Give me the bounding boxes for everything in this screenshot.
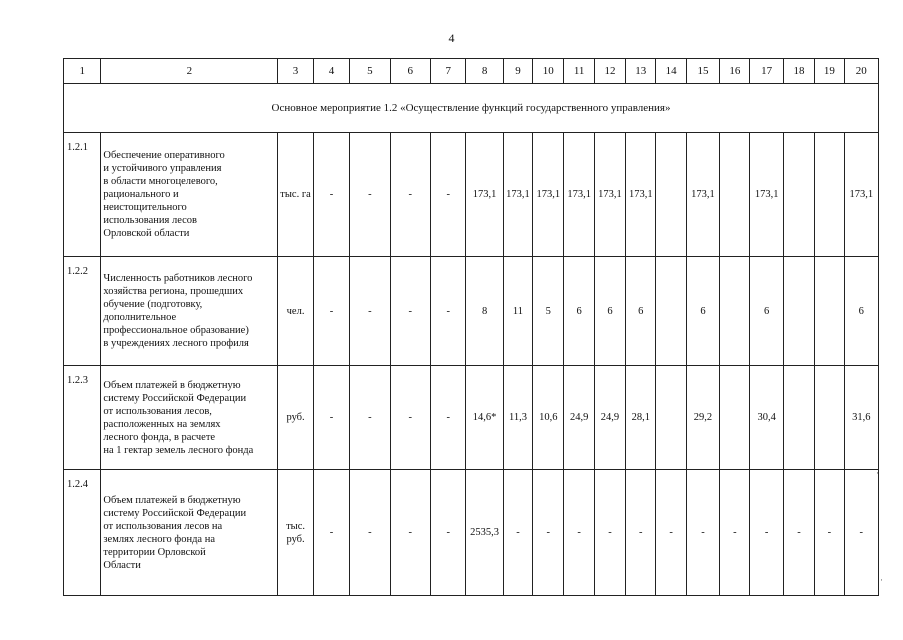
row-code: 1.2.2	[64, 257, 101, 366]
value-cell: 5	[533, 257, 564, 366]
table-row	[64, 257, 879, 366]
row-code: 1.2.4	[64, 470, 101, 596]
value-cell: 8	[466, 257, 503, 366]
value-cell: -	[503, 470, 532, 596]
value-cell: -	[390, 366, 430, 470]
value-cell	[783, 133, 814, 257]
value-cell: -	[815, 470, 844, 596]
value-cell: 173,1	[844, 133, 879, 257]
header-cell: 17	[750, 59, 783, 84]
value-cell: 30,4	[750, 366, 783, 470]
row-unit: руб.	[278, 366, 313, 470]
value-cell: -	[431, 257, 466, 366]
scan-mark: ·	[876, 468, 879, 478]
value-cell: 173,1	[750, 133, 783, 257]
scan-mark: ·	[880, 575, 883, 585]
value-cell: 6	[594, 257, 625, 366]
value-cell: -	[390, 470, 430, 596]
row-description: Обеспечение оперативного и устойчивого управления в области многоцелевого, рационального и неистощительного использования лесов Орловской области	[101, 133, 278, 257]
value-cell: 173,1	[466, 133, 503, 257]
value-cell: -	[656, 470, 686, 596]
value-cell: -	[350, 133, 390, 257]
value-cell: 173,1	[594, 133, 625, 257]
row-code: 1.2.1	[64, 133, 101, 257]
row-code: 1.2.3	[64, 366, 101, 470]
value-cell: 173,1	[564, 133, 594, 257]
row-unit: тыс. руб.	[278, 470, 313, 596]
header-cell: 18	[783, 59, 814, 84]
value-cell	[720, 257, 750, 366]
value-cell: 31,6	[844, 366, 879, 470]
header-cell: 16	[720, 59, 750, 84]
header-cell: 20	[844, 59, 879, 84]
value-cell: 14,6*	[466, 366, 503, 470]
value-cell: -	[564, 470, 594, 596]
value-cell	[815, 133, 844, 257]
value-cell: -	[390, 133, 430, 257]
value-cell: 173,1	[503, 133, 532, 257]
header-cell: 19	[815, 59, 844, 84]
row-unit: тыс. га	[278, 133, 313, 257]
value-cell: 6	[686, 257, 719, 366]
value-cell: 173,1	[533, 133, 564, 257]
value-cell	[656, 257, 686, 366]
value-cell: 6	[626, 257, 656, 366]
value-cell: -	[350, 366, 390, 470]
value-cell: -	[750, 470, 783, 596]
value-cell: -	[783, 470, 814, 596]
header-cell: 12	[594, 59, 625, 84]
value-cell: -	[626, 470, 656, 596]
header-cell: 9	[503, 59, 532, 84]
value-cell	[656, 366, 686, 470]
table-row	[64, 133, 879, 257]
value-cell: -	[313, 366, 349, 470]
value-cell: -	[313, 257, 349, 366]
value-cell: -	[686, 470, 719, 596]
table-header-row	[64, 59, 879, 84]
value-cell	[720, 133, 750, 257]
row-description: Объем платежей в бюджетную систему Российской Федерации от использования лесов на землях лесного фонда на территории Орловской Области	[101, 470, 278, 596]
value-cell: 24,9	[594, 366, 625, 470]
value-cell: -	[431, 366, 466, 470]
row-description: Объем платежей в бюджетную систему Российской Федерации от использования лесов, расположенных на землях лесного фонда, в расчете на 1 гектар земель лесного фонда	[101, 366, 278, 470]
value-cell: 2535,3	[466, 470, 503, 596]
value-cell: -	[533, 470, 564, 596]
value-cell	[783, 257, 814, 366]
value-cell	[815, 257, 844, 366]
header-cell: 15	[686, 59, 719, 84]
value-cell: 29,2	[686, 366, 719, 470]
header-cell: 3	[278, 59, 313, 84]
value-cell	[815, 366, 844, 470]
value-cell: 10,6	[533, 366, 564, 470]
value-cell: 6	[844, 257, 879, 366]
value-cell: -	[313, 470, 349, 596]
value-cell: 173,1	[686, 133, 719, 257]
header-cell: 4	[313, 59, 349, 84]
table-row	[64, 470, 879, 596]
row-unit: чел.	[278, 257, 313, 366]
header-cell: 10	[533, 59, 564, 84]
value-cell: 28,1	[626, 366, 656, 470]
row-description: Численность работников лесного хозяйства региона, прошедших обучение (подготовку, дополнительное профессиональное образование) в учреждениях лесного профиля	[101, 257, 278, 366]
value-cell: -	[594, 470, 625, 596]
value-cell: 6	[750, 257, 783, 366]
value-cell: 6	[564, 257, 594, 366]
value-cell: 24,9	[564, 366, 594, 470]
value-cell	[783, 366, 814, 470]
value-cell: -	[844, 470, 879, 596]
header-cell: 13	[626, 59, 656, 84]
section-title: Основное мероприятие 1.2 «Осуществление функций государственного управления»	[64, 84, 879, 133]
value-cell	[656, 133, 686, 257]
value-cell: -	[313, 133, 349, 257]
section-row	[64, 84, 879, 133]
header-cell: 11	[564, 59, 594, 84]
header-cell: 5	[350, 59, 390, 84]
value-cell: -	[350, 470, 390, 596]
header-cell: 8	[466, 59, 503, 84]
value-cell	[720, 366, 750, 470]
header-cell: 1	[64, 59, 101, 84]
indicators-table	[63, 58, 879, 596]
value-cell: 173,1	[626, 133, 656, 257]
value-cell: -	[431, 133, 466, 257]
value-cell: -	[720, 470, 750, 596]
header-cell: 7	[431, 59, 466, 84]
header-cell: 2	[101, 59, 278, 84]
value-cell: 11	[503, 257, 532, 366]
value-cell: -	[350, 257, 390, 366]
header-cell: 14	[656, 59, 686, 84]
value-cell: -	[431, 470, 466, 596]
value-cell: 11,3	[503, 366, 532, 470]
header-cell: 6	[390, 59, 430, 84]
table-row	[64, 366, 879, 470]
page-number: 4	[448, 31, 455, 45]
value-cell: -	[390, 257, 430, 366]
